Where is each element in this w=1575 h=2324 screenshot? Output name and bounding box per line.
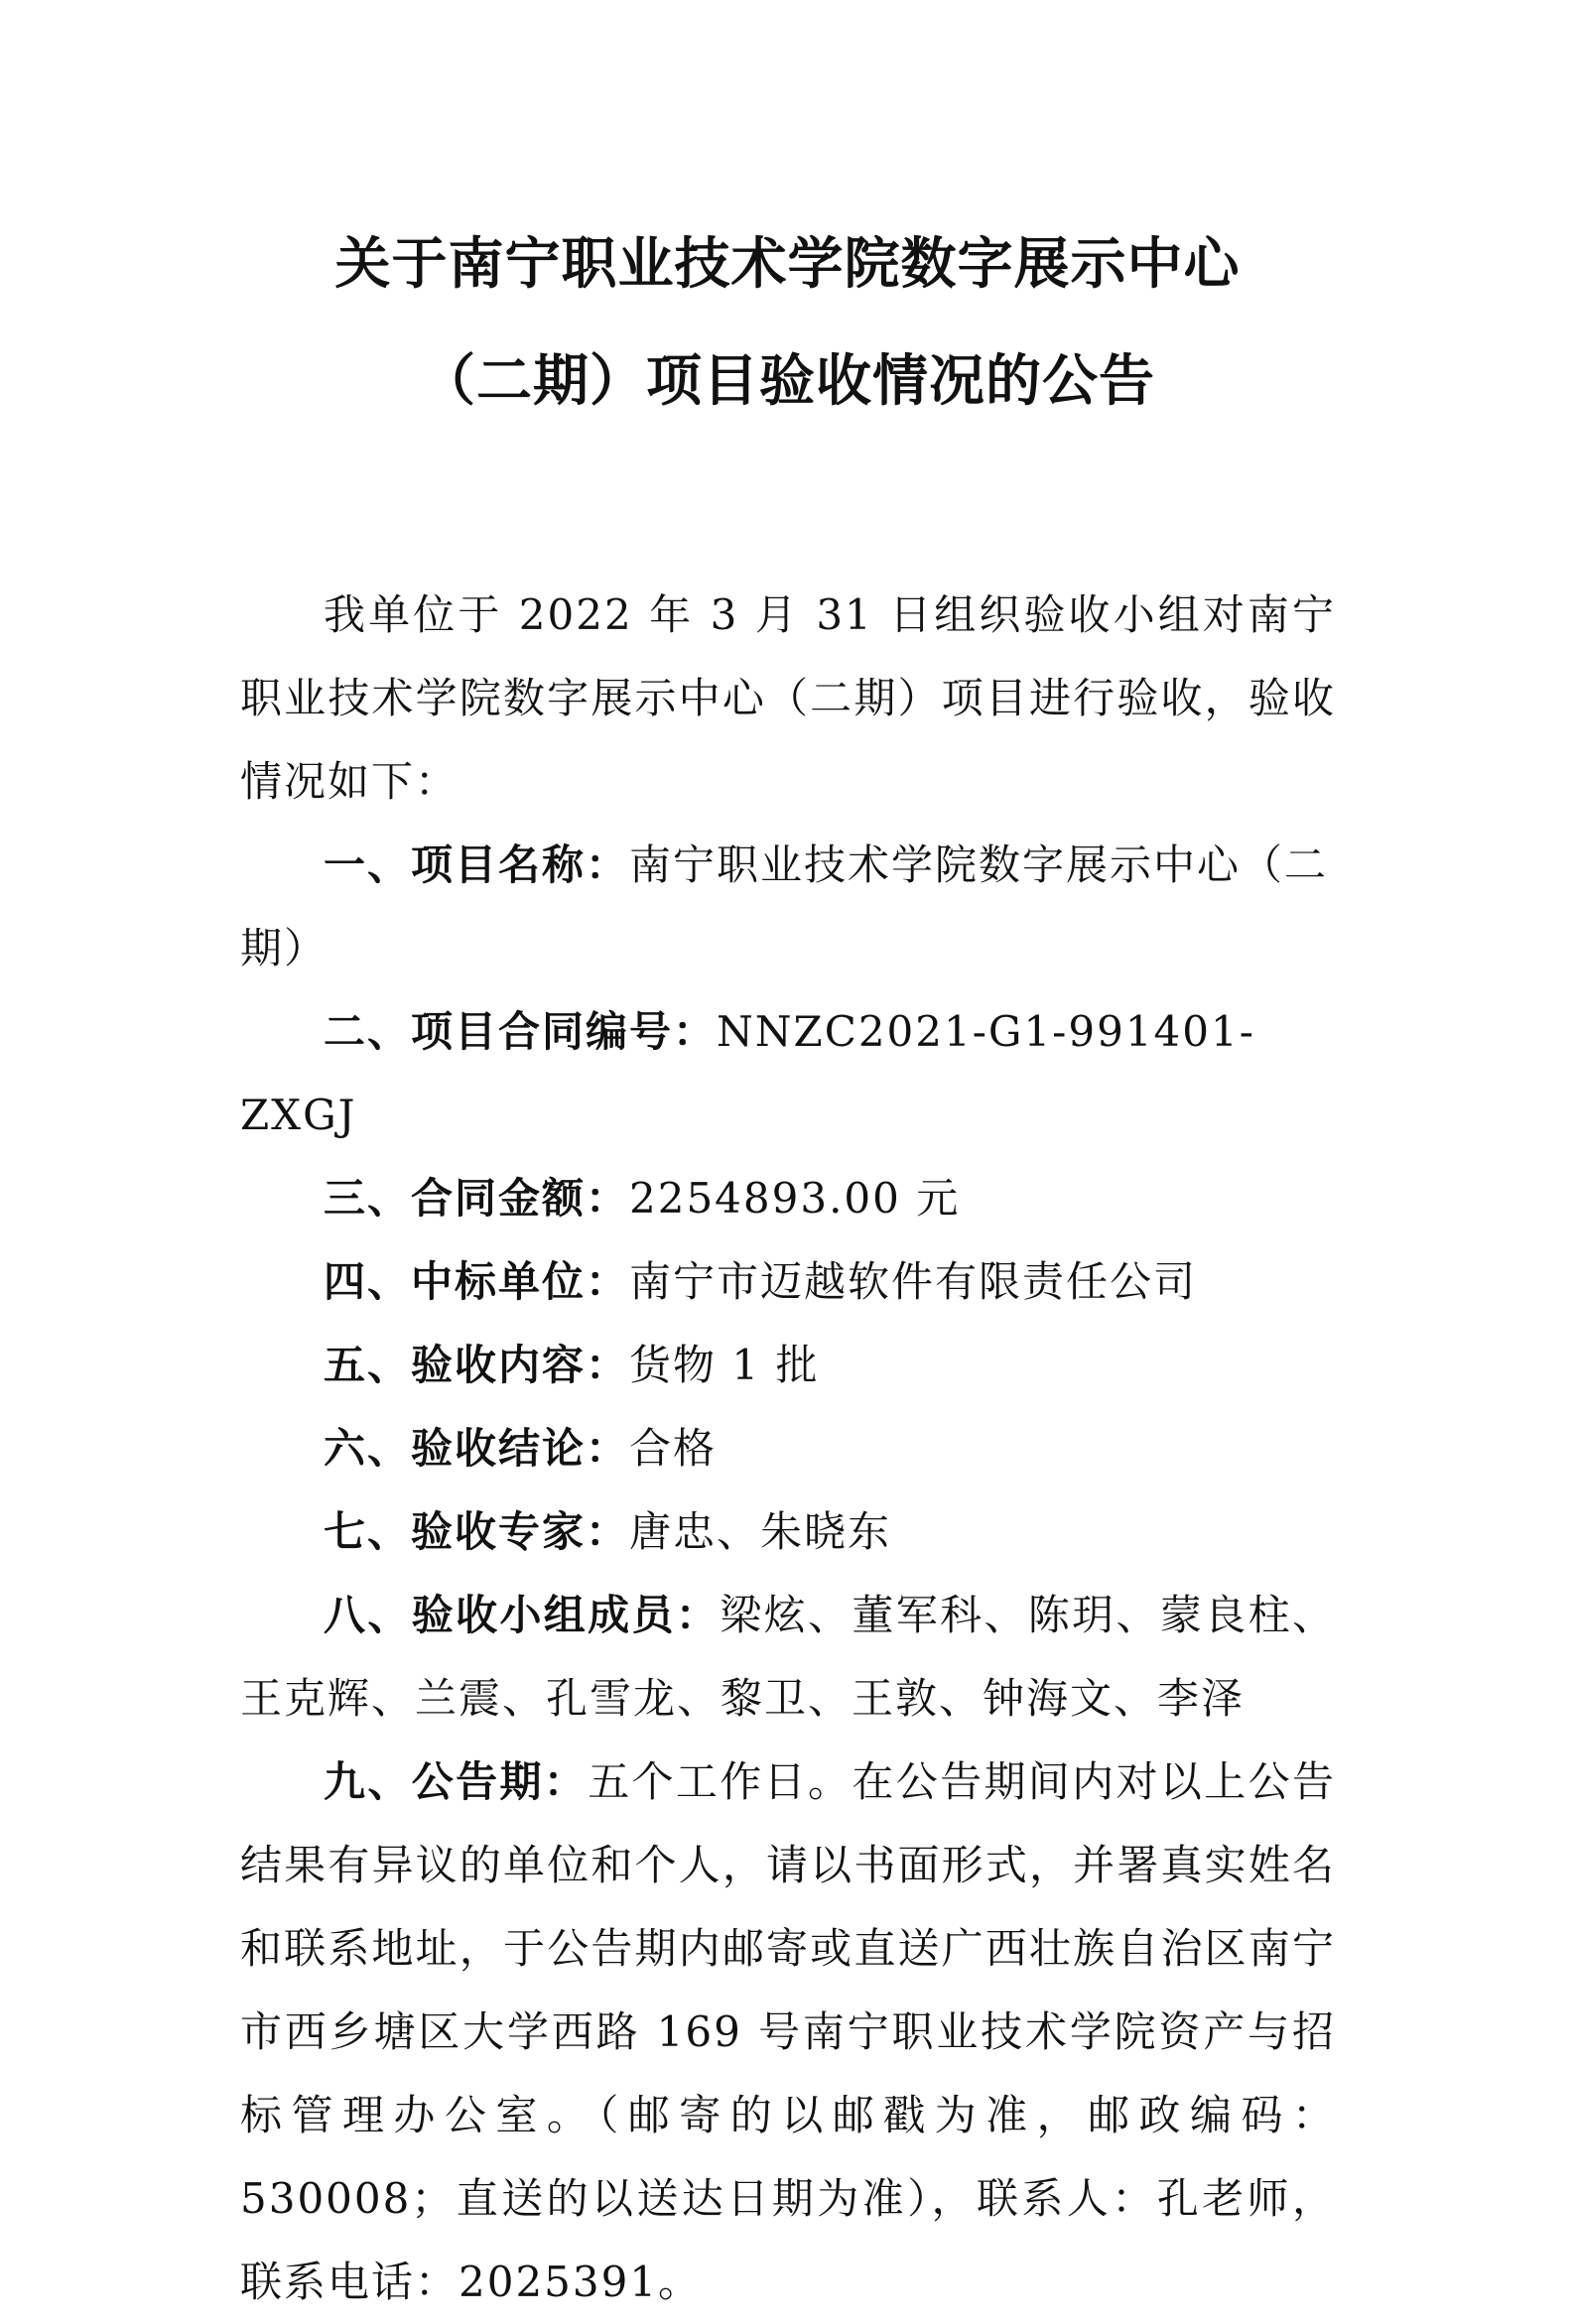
item-value: 唐忠、朱晓东 [629,1507,892,1556]
item-project-name [240,824,1336,990]
item-team-members [240,1574,1336,1741]
item-acceptance-conclusion [240,1407,1336,1490]
item-announcement-period [240,1741,1336,2324]
item-acceptance-content [240,1324,1336,1407]
item-value: 南宁市迈越软件有限责任公司 [629,1257,1198,1306]
item-label: 一、项目名称： [324,840,630,889]
item-value: 2254893.00 元 [629,1174,961,1223]
item-value: 合格 [629,1424,718,1473]
item-label: 五、验收内容： [324,1341,630,1389]
item-value: NNZC2021-G1-991401-ZXGJ [240,1007,1255,1139]
item-label: 七、验收专家： [324,1507,630,1556]
item-label: 四、中标单位： [324,1257,630,1306]
intro-paragraph: 我单位于 2022 年 3 月 31 日组织验收小组对南宁职业技术学院数字展示中心（二期）项目进行验收，验收情况如下： [240,590,1337,806]
item-label: 九、公告期： [324,1757,589,1806]
document-body [240,574,1336,2324]
item-label: 八、验收小组成员： [324,1591,721,1639]
document-title-line-1: 关于南宁职业技术学院数字展示中心 [334,232,1241,297]
item-label: 六、验收结论： [324,1424,630,1473]
item-contract-amount [240,1157,1336,1240]
item-winning-bidder [240,1240,1336,1324]
item-value: 五个工作日。在公告期间内对以上公告结果有异议的单位和个人，请以书面形式，并署真实姓名和联系地址，于公告期内邮寄或直送广西壮族自治区南宁市西乡塘区大学西路 169 号南宁职业技术学院资产与招标管理办公室。（邮寄的以邮戳为准，邮政编码：530008；直送的以送达日期为准），联系人：孔老师，联系电话：2025391。 [240,1757,1336,2306]
item-label: 三、合同金额： [324,1174,630,1223]
item-value: 南宁职业技术学院数字展示中心（二期） [240,840,1329,972]
item-contract-number [240,990,1336,1157]
item-label: 二、项目合同编号： [324,1007,718,1056]
item-value: 梁炫、董军科、陈玥、蒙良柱、王克辉、兰震、孔雪龙、黎卫、王敦、钟海文、李泽 [240,1591,1336,1723]
document-title-line-2: （二期）项目验收情况的公告 [420,349,1155,414]
item-value: 货物 1 批 [629,1341,820,1389]
item-acceptance-experts [240,1490,1336,1574]
